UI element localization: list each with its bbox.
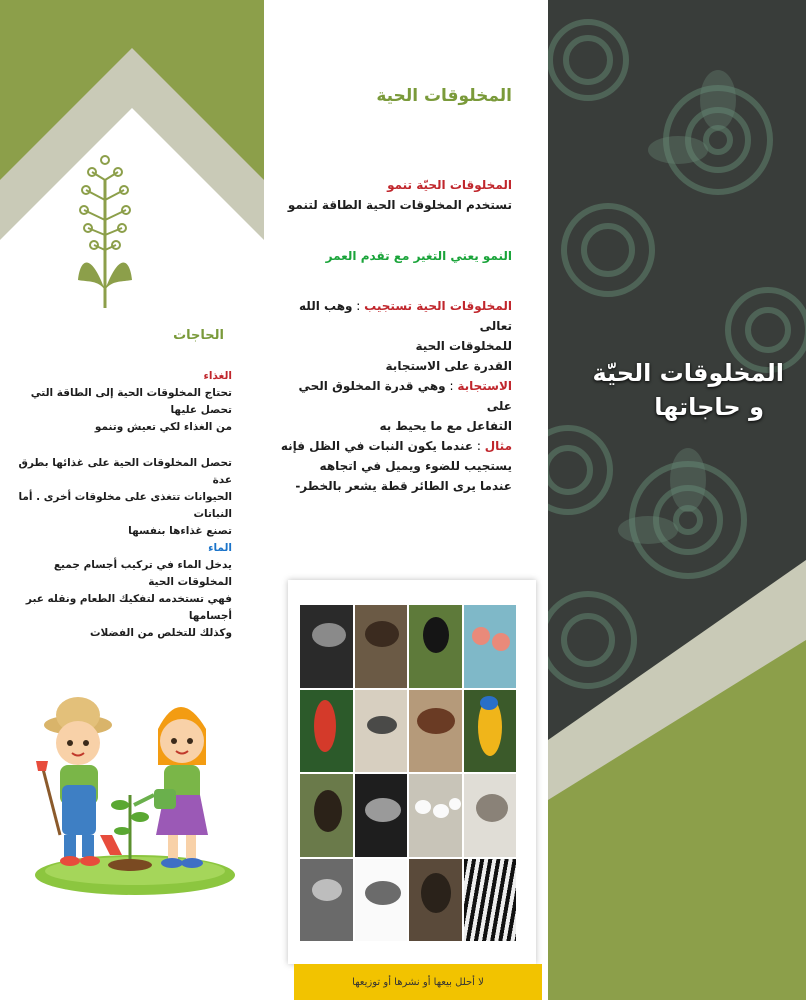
- photo-lemurs: [300, 859, 353, 942]
- footer-notice-text: لا أحلل بيعها أو نشرها أو توزيعها: [352, 976, 484, 988]
- photo-flamingos: [464, 605, 517, 688]
- kids-gardening-illustration: [30, 685, 240, 900]
- photo-rhino-dark: [355, 774, 408, 857]
- photo-macaw: [300, 690, 353, 773]
- response-def-1: وهي قدرة المخلوق الحي على: [298, 379, 512, 413]
- cover-title-line-2: و حاجاتها: [654, 393, 764, 421]
- footer-notice: [294, 964, 542, 1000]
- growth-definition: النمو يعني التغير مع تقدم العمر: [325, 249, 512, 263]
- example-line-2: يستجيب للضوء ويميل في اتجاهه: [319, 459, 512, 473]
- photo-bear: [355, 605, 408, 688]
- water-title: الماء: [208, 542, 232, 554]
- cover-panel: [548, 0, 806, 1000]
- water-line-2: فهي تستخدمه لتفكيك الطعام ونقله عبر أجسامها: [25, 593, 232, 622]
- animal-photo-grid: [300, 605, 516, 941]
- photo-rhino-head: [464, 774, 517, 857]
- grow-title: المخلوقات الحيّة تنمو: [387, 178, 512, 192]
- succulent-background: [548, 0, 806, 1000]
- cover-title-line-1: المخلوقات الحيّة: [592, 359, 784, 387]
- example-line-1: عندما يكون النبات في الظل فإنه: [280, 439, 474, 453]
- respond-text-1: وهب الله تعالى: [299, 299, 512, 333]
- respond-title: المخلوقات الحية تستجيب: [364, 299, 512, 313]
- plant-icon: [70, 150, 140, 310]
- water-line-3: وكذلك للتخلص من الفضلات: [90, 627, 232, 639]
- animals-line-1: تحصل المخلوقات الحية على غذائها بطرق عدة: [18, 457, 232, 486]
- example-label: مثال: [484, 439, 512, 453]
- photo-rhino-calf: [355, 859, 408, 942]
- middle-heading: المخلوقات الحية: [376, 86, 512, 106]
- needs-heading: الحاجات: [173, 328, 224, 343]
- response-def-2: التفاعل مع ما يحيط به: [379, 419, 512, 433]
- photo-tortoise: [355, 690, 408, 773]
- living-things-panel: المخلوقات الحية المخلوقات الحيّة تنمو تستخدم المخلوقات الحية الطاقة لتنمو النمو يعني التغير مع تقدم العمر المخلوقات الحية تستجيب : وهب الله تعالى للمخلوقات الحية القدرة على الاستجابة الاستجابة : وهي قدرة المخلوق الحي على التفاعل مع ما يحيط به مثال : عندما يكون النبات في الظل فإنه يستجيب للضوء ويميل في اتجاهه عندما يرى الطائر قطة يشعر بالخطر- لا أحلل بيعها أو نشرها أو توزيعها: [264, 0, 548, 1000]
- food-line-1: تحتاج المخلوقات الحية إلى الطاقة التي تحصل عليها: [30, 387, 232, 416]
- animals-line-2: الحيوانات تتغذى على مخلوقات أخرى . أما النباتات: [18, 491, 232, 520]
- respond-text-2: للمخلوقات الحية: [415, 339, 512, 353]
- needs-panel: [0, 0, 264, 1000]
- food-line-2: من الغذاء لكي تعيش وتنمو: [94, 421, 232, 433]
- photo-tapir: [409, 859, 462, 942]
- food-title: الغذاء: [203, 370, 232, 382]
- animals-line-3: تصنع غذاءها بنفسها: [128, 525, 232, 537]
- photo-pelicans: [409, 774, 462, 857]
- photo-rhino: [300, 605, 353, 688]
- water-line-1: يدخل الماء في تركيب أجسام جميع المخلوقات الحية: [53, 559, 232, 588]
- photo-boar: [409, 690, 462, 773]
- photo-gorilla: [409, 605, 462, 688]
- grow-text: تستخدم المخلوقات الحية الطاقة لتنمو: [287, 198, 512, 212]
- photo-zebras: [464, 859, 517, 942]
- example-line-3: عندما يرى الطائر قطة يشعر بالخطر-: [295, 479, 512, 493]
- photo-blue-macaw: [464, 690, 517, 773]
- respond-text-3: القدرة على الاستجابة: [385, 359, 512, 373]
- photo-bear-cub: [300, 774, 353, 857]
- response-label: الاستجابة: [457, 379, 512, 393]
